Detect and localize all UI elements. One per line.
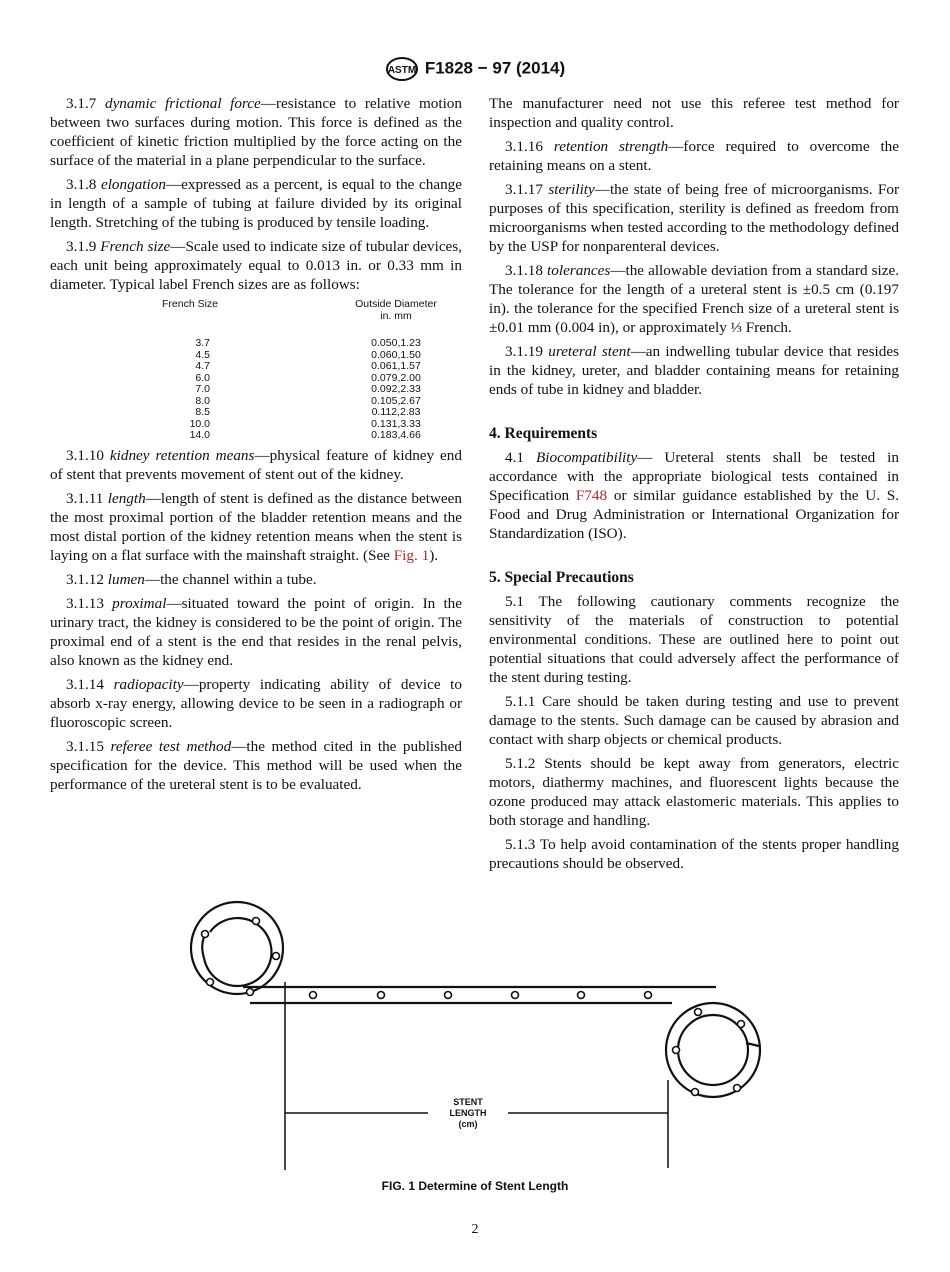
kidney-coil-inner [204,918,271,986]
paragraph [489,448,899,543]
reference-link[interactable]: Fig. 1 [393,546,430,564]
paragraph-text: 3.1.12 [66,570,108,588]
dim-label-line: STENT [453,1097,483,1107]
paragraph-text: —Scale used to indicate size of tubular devices, each unit being approximately equal to 0.013 in. or 0.33 mm in diameter. Typical label French sizes are as follows: [50,238,463,293]
defined-term: proximal [112,594,167,612]
paragraph-text: — Ureteral stents shall be tested in accordance with the appropriate biological tests contained in Specification [489,449,899,504]
paragraph-text: —the method cited in the published specification for the device. This method will be used when the performance of the ureteral stent is to be evaluated. [50,737,462,793]
paragraph-text: 5.1.3 To help avoid contamination of the stents proper handling precautions should be observed. [489,836,899,872]
paragraph [50,594,462,670]
paragraph [50,737,462,794]
paragraph-text: 3.1.19 [505,343,549,360]
defined-term: sterility [548,181,595,198]
table-row [50,338,462,350]
table-row [50,361,462,373]
dimension-lines [285,982,668,1170]
table-row [50,407,462,419]
paragraph-text: —the channel within a tube. [144,570,317,588]
french-size-table [50,299,462,442]
section-heading: 4. Requirements [489,425,598,442]
col-header-outside-diameter: Outside Diameter [355,298,437,310]
paragraph [489,137,899,175]
defined-term: retention strength [553,138,669,155]
paragraph-text: —resistance to relative motion between two surfaces during motion. This force is defined as the coefficient of kinetic friction multiplied by the force acting on the surface of the material in a plane perpendicular to the surface. [50,95,462,169]
outside-diameter-cell: 0.050,1.23 [371,337,421,349]
paragraph-text: 3.1.11 [66,489,108,507]
outside-diameter-cell: 0.079,2.00 [371,371,421,384]
paragraph-text: 3.1.16 [505,138,554,155]
outside-diameter-cell: 0.105,2.67 [371,394,421,407]
designation: F1828 − 97 (2014) [424,58,566,78]
outside-diameter-cell: 0.112,2.83 [371,406,421,418]
defined-term: French size [100,238,171,255]
paragraph-text: —expressed as a percent, is equal to the change in length of a sample of tubing at failure divided by its original length. Stretching of the tubing is produced by tensile loading. [50,176,462,231]
defined-term: Biocompatibility [535,449,638,466]
paragraph-text: 3.1.18 [505,262,548,279]
paragraph-text: ). [429,546,439,564]
paragraph [489,342,899,399]
paragraph-text: or similar guidance established by the U. S. Food and Drug Administration or International Organization for Standardization (ISO). [489,487,899,542]
defined-term: referee test method [110,737,232,755]
paragraph [50,489,462,565]
outside-diameter-cell: 0.183,4.66 [371,429,421,441]
paragraph [50,175,462,232]
paragraph-text: —situated toward the point of origin. In the urinary tract, the kidney is considered to be the point of origin. The proximal end of a stent is the end that resides in the renal pelvis, also known as the kidney end. [50,594,463,669]
table-row [50,384,462,396]
paragraph [50,446,462,484]
paragraph [489,592,899,687]
dim-label-line: (cm) [458,1119,478,1129]
paragraph-text: 5.1.1 Care should be taken during testing and use to prevent damage to the stents. Such damage can be caused by abrasion and contact with sharp objects or chemical products. [489,693,899,748]
paragraph [489,692,899,749]
right-column [489,94,899,878]
paragraph-text: —the state of being free of microorganisms. For purposes of this specification, sterility is defined as freedom from microorganisms when tested according to the methodology defined by the USP for nonparenteral devices. [489,181,899,255]
paragraph [489,180,899,256]
french-size-cell: 14.0 [189,429,210,441]
paragraph [50,675,462,732]
figure-caption: FIG. 1 Determine of Stent Length [381,1179,569,1193]
kidney-coil-outer [191,902,283,994]
defined-term: kidney retention means [109,446,255,464]
outside-diameter-cell: 0.092,2.33 [371,383,421,395]
paragraph-text: 3.1.9 [66,238,101,255]
paragraph-text: —physical feature of kidney end of stent that prevents movement of stent out of the kidney. [50,446,462,483]
paragraph-text: —property indicating ability of device to absorb x-ray energy, allowing device to be seen in a radiograph or fluoroscopic screen. [50,675,462,731]
paragraph-text: —the allowable deviation from a standard size. The tolerance for the length of a ureteral stent is ±0.5 cm (0.197 in). the tolerance for the specified French size of a ureteral stent is ±0.01 mm (0.004 in), or approximately ⅓ French. [489,262,900,336]
french-size-cell: 8.5 [195,406,210,418]
paragraph [489,835,899,873]
reference-link[interactable]: F748 [575,487,608,504]
defined-term: elongation [100,176,166,193]
defined-term: length [107,489,146,507]
outside-diameter-cell: 0.061,1.57 [371,360,421,372]
french-size-cell: 3.7 [195,337,210,349]
paragraph-text: 3.1.14 [66,675,114,693]
french-size-cell: 8.0 [195,394,210,407]
left-column [50,94,462,799]
table-row [50,430,462,442]
paragraph-text: 3.1.13 [66,594,113,612]
page-header [0,56,950,82]
paragraph [50,237,462,294]
outside-diameter-cell: 0.060,1.50 [371,348,421,361]
paragraph-text: 3.1.15 [66,737,111,755]
paragraph-text: —length of stent is defined as the distance between the most proximal portion of the bladder retention means and the most distal portion of the kidney retention means when the stent is laying on a flat surface with the mainshaft straight. (See [50,489,463,564]
col-header-french-size: French Size [161,298,219,310]
paragraph [50,94,462,170]
paragraph-text: 5.1.2 Stents should be kept away from generators, electric motors, diathermy machines, and fluorescent lights because the ozone produced may attack elastomeric materials. This applies to both storage and handling. [489,755,899,829]
french-size-cell: 6.0 [195,371,210,384]
paragraph-text: 3.1.8 [66,176,101,193]
paragraph-text: 3.1.10 [66,446,110,464]
page-number: 2 [471,1222,479,1237]
french-size-cell: 10.0 [189,417,210,430]
defined-term: dynamic frictional force [104,95,261,112]
paragraph-text: 3.1.7 [66,95,105,112]
defined-term: ureteral stent [548,343,631,360]
defined-term: tolerances [547,262,611,279]
french-size-cell: 7.0 [195,383,210,395]
astm-logo-icon [385,56,419,82]
paragraph [489,261,899,337]
paragraph-text: 4.1 [505,449,536,466]
paragraph-text: The manufacturer need not use this referee test method for inspection and quality control. [489,95,899,131]
paragraph-text: —an indwelling tubular device that resides in the kidney, ureter, and bladder containing means for retaining ends of tube in kidney and bladder. [489,343,899,398]
dim-label-line: LENGTH [449,1108,487,1118]
svg-text:ASTM: ASTM [387,65,416,76]
defined-term: lumen [107,570,145,588]
french-size-cell: 4.7 [195,360,210,372]
defined-term: radiopacity [113,675,184,693]
paragraph-text: 5.1 The following cautionary comments recognize the sensitivity of the materials of construction to potential environmental conditions. These are outlined here to point out potential situations that could adversely affect the performance of the stent during testing. [489,593,899,686]
section-heading: 5. Special Precautions [489,569,634,586]
figure-stent-length [0,900,950,1180]
paragraph [50,570,462,589]
stent-length-label [428,1097,508,1130]
col-header-units: in. mm [380,309,412,322]
french-size-cell: 4.5 [195,348,210,361]
outside-diameter-cell: 0.131,3.33 [371,417,421,430]
paragraph-text: —force required to overcome the retaining means on a stent. [489,138,899,174]
paragraph [489,754,899,830]
paragraph [489,94,899,132]
paragraph-text: 3.1.17 [505,181,549,198]
